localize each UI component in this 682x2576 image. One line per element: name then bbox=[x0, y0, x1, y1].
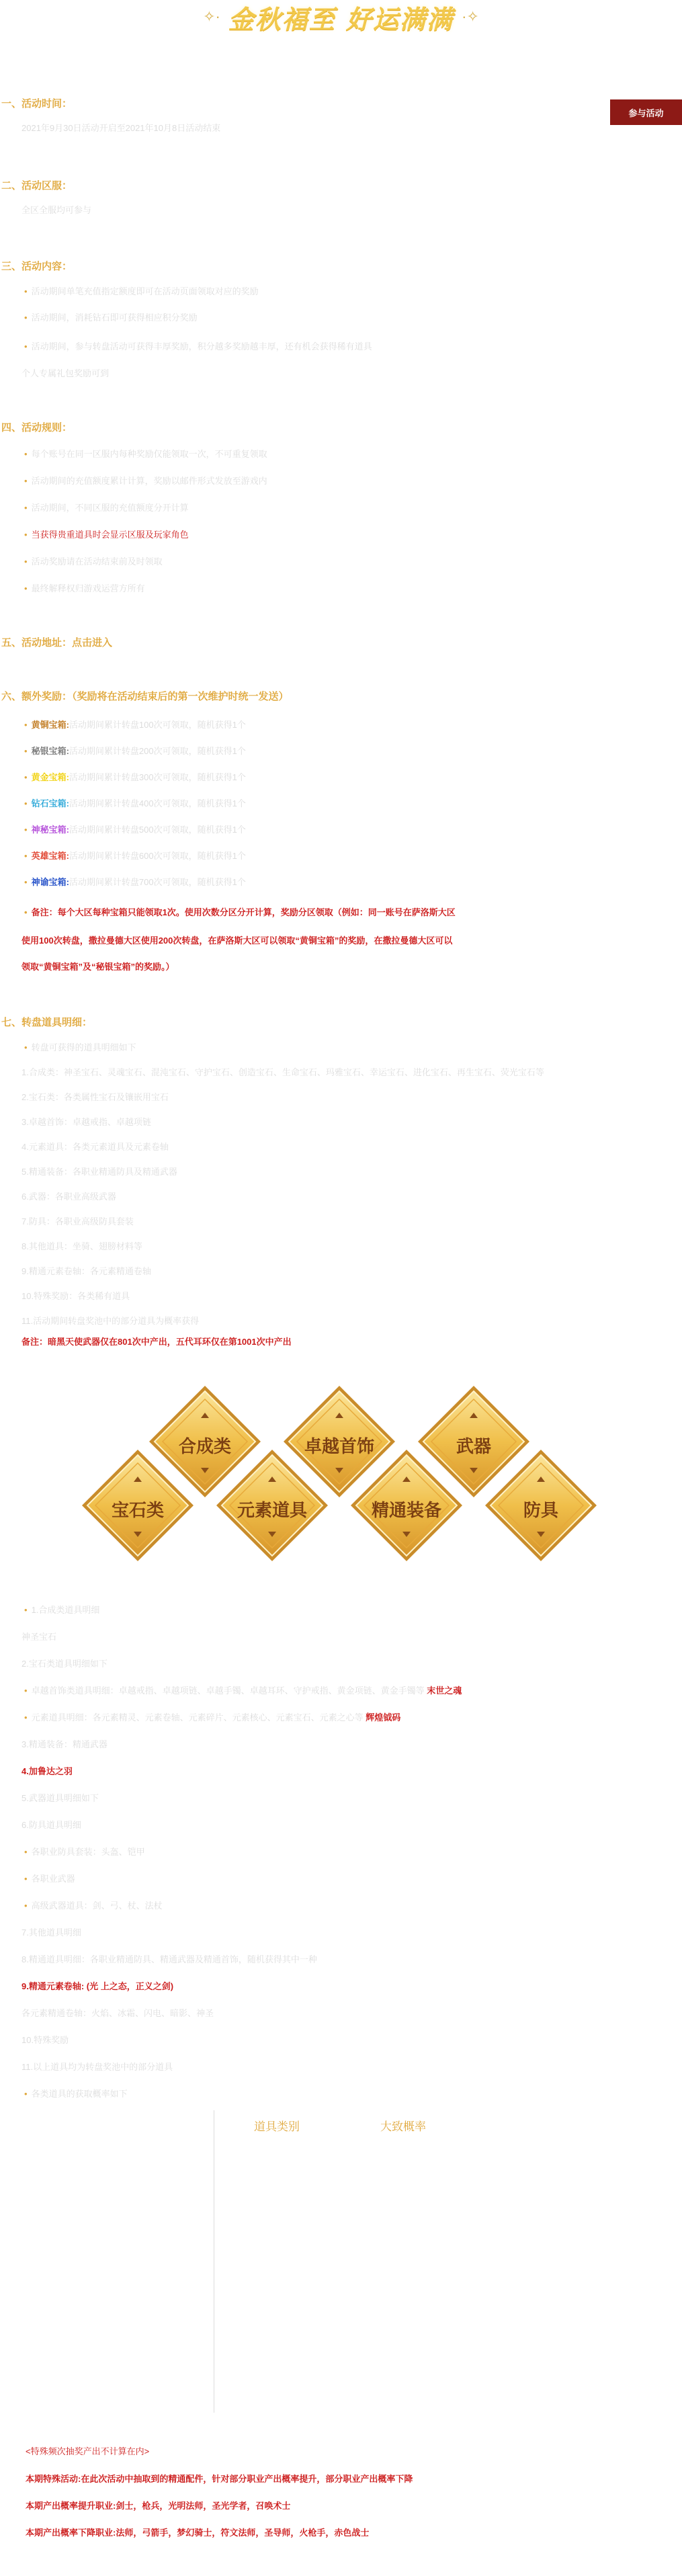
detail-line: 10.特殊奖励 bbox=[22, 2035, 69, 2045]
category-tile-label: 合成类 bbox=[178, 1436, 231, 1456]
detail-line: 2.宝石类道具明细如下 bbox=[22, 1659, 108, 1669]
category-tiles bbox=[74, 1384, 605, 1559]
detail-line: • 各职业武器 bbox=[24, 1874, 75, 1884]
wheel-detail-line: 8.其他道具：坐骑、翅膀材料等 bbox=[22, 1241, 142, 1251]
hero-title: 金秋福至 好运满满 bbox=[228, 3, 454, 34]
arrow-down-icon bbox=[268, 1532, 276, 1537]
rule-item: • 最终解释权归游戏运营方所有 bbox=[24, 583, 145, 593]
treasure-box-desc: 活动期间累计转盘200次可领取，随机获得1个 bbox=[69, 746, 246, 756]
treasure-box-name: 神谕宝箱: bbox=[31, 877, 69, 887]
table-header-probability: 大致概率 bbox=[380, 2120, 426, 2133]
join-activity-button[interactable]: 参与活动 bbox=[610, 99, 682, 125]
bonus-note-line2: 使用100次转盘，撒拉曼德大区使用200次转盘，在萨洛斯大区可以领取“黄铜宝箱”的奖励，在撒拉曼德大区可以 bbox=[22, 936, 453, 946]
bullet-icon: • bbox=[24, 746, 28, 756]
detail-line: • 卓越首饰类道具明细：卓越戒指、卓越项链、卓越手镯、卓越耳环、守护戒指、黄金项链、黄金手镯等 末世之魂 bbox=[24, 1686, 462, 1696]
detail-line: • 1.合成类道具明细 bbox=[24, 1605, 100, 1615]
detail-line: • 高级武器道具：剑、弓、杖、法杖 bbox=[24, 1901, 163, 1911]
arrow-down-icon bbox=[134, 1532, 142, 1537]
highlight-item: 末世之魂 bbox=[427, 1686, 462, 1696]
wheel-detail-line: 1.合成类：神圣宝石、灵魂宝石、混沌宝石、守护宝石、创造宝石、生命宝石、玛雅宝石、幸运宝石、进化宝石、再生宝石、荧光宝石等 bbox=[22, 1067, 544, 1077]
section-server-title: 二、活动区服： bbox=[1, 180, 73, 192]
treasure-box-name: 神秘宝箱: bbox=[31, 825, 69, 835]
detail-line: • 各类道具的获取概率如下 bbox=[24, 2089, 128, 2099]
section-server-text: 全区全服均可参与 bbox=[22, 205, 92, 215]
category-tile-label: 防具 bbox=[523, 1500, 558, 1520]
section-time-text: 2021年9月30日活动开启至2021年10月8日活动结束 bbox=[22, 123, 221, 133]
treasure-box-name: 英雄宝箱: bbox=[31, 851, 69, 861]
rule-item: • 每个账号在同一区服内每种奖励仅能领取一次，不可重复领取 bbox=[24, 449, 267, 459]
bullet-icon: • bbox=[24, 877, 28, 887]
bonus-note-line1: • 备注：每个大区每种宝箱只能领取1次。使用次数分区分开计算，奖励分区领取（例如：同一账号在萨洛斯大区 bbox=[24, 907, 456, 917]
arrow-down-icon bbox=[470, 1468, 478, 1473]
detail-line: 11.以上道具均为转盘奖池中的部分道具 bbox=[22, 2062, 173, 2072]
arrow-down-icon bbox=[335, 1468, 343, 1473]
category-tile[interactable] bbox=[81, 1448, 195, 1563]
arrow-up-icon bbox=[335, 1413, 343, 1418]
arrow-down-icon bbox=[201, 1468, 209, 1473]
wheel-detail-line: 5.精通装备：各职业精通防具及精通武器 bbox=[22, 1167, 177, 1177]
section-address: 五、活动地址：点击进入 bbox=[1, 637, 113, 649]
footer-line: <特殊频次抽奖产出不计算在内> bbox=[26, 2446, 150, 2456]
footer-line: 本期产出概率下降职业:法师，弓箭手，梦幻骑士，符文法师，圣导师，火枪手，赤色战士 bbox=[26, 2528, 370, 2538]
detail-line: • 元素道具明细：各元素精灵、元素卷轴、元素碎片、元素核心、元素宝石、元素之心等 辉煌钺码 bbox=[24, 1712, 401, 1722]
content-note: 个人专属礼包奖励可到 bbox=[22, 368, 110, 378]
treasure-box-name: 黄金宝箱: bbox=[31, 772, 69, 782]
wheel-detail-line: 4.元素道具：各类元素道具及元素卷轴 bbox=[22, 1142, 169, 1152]
detail-line: 神圣宝石 bbox=[22, 1632, 57, 1642]
treasure-box-row bbox=[24, 849, 246, 862]
hero-banner bbox=[0, 0, 682, 34]
wheel-detail-line bbox=[24, 1040, 136, 1053]
wheel-detail-text: 转盘可获得的道具明细如下 bbox=[31, 1042, 136, 1052]
footer-line: 本期产出概率提升职业:剑士，枪兵，光明法师，圣光学者，召唤术士 bbox=[26, 2501, 291, 2511]
arrow-down-icon bbox=[537, 1532, 545, 1537]
category-tile[interactable] bbox=[215, 1448, 329, 1563]
bullet-icon: • bbox=[24, 798, 28, 808]
wheel-detail-line: 11.活动期间转盘奖池中的部分道具为概率获得 bbox=[22, 1316, 200, 1326]
treasure-box-desc: 活动期间累计转盘100次可领取，随机获得1个 bbox=[69, 720, 246, 730]
detail-line: 8.精通道具明细：各职业精通防具、精通武器及精通首饰，随机获得其中一种 bbox=[22, 1954, 317, 1964]
arrow-up-icon bbox=[537, 1477, 545, 1482]
wheel-detail-line: 3.卓越首饰：卓越戒指、卓越项链 bbox=[22, 1117, 151, 1127]
rule-item: • 活动期间的充值额度累计计算，奖励以邮件形式发放至游戏内 bbox=[24, 476, 267, 486]
bullet-icon: • bbox=[24, 825, 28, 835]
arrow-up-icon bbox=[470, 1413, 478, 1418]
category-tile-label: 宝石类 bbox=[111, 1500, 164, 1520]
category-tile-label: 卓越首饰 bbox=[304, 1436, 374, 1456]
category-tile-label: 武器 bbox=[456, 1436, 491, 1456]
treasure-box-row bbox=[24, 796, 246, 809]
wheel-note: 备注：暗黑天使武器仅在801次中产出，五代耳环仅在第1001次中产出 bbox=[22, 1337, 292, 1347]
treasure-box-desc: 活动期间累计转盘300次可领取，随机获得1个 bbox=[69, 772, 246, 782]
content-item: • 活动期间单笔充值指定额度即可在活动页面领取对应的奖励 bbox=[24, 286, 259, 296]
category-tile-label: 精通装备 bbox=[371, 1500, 441, 1520]
footer-line: 本期特殊活动:在此次活动中抽取到的精通配件，针对部分职业产出概率提升，部分职业产出概率下降 bbox=[26, 2474, 413, 2484]
wheel-detail-line: 6.武器：各职业高级武器 bbox=[22, 1192, 116, 1202]
enter-link[interactable]: 点击进入 bbox=[72, 637, 113, 649]
treasure-box-row bbox=[24, 744, 246, 757]
treasure-box-desc: 活动期间累计转盘400次可领取，随机获得1个 bbox=[69, 798, 246, 808]
content-item: • 活动期间，消耗钻石即可获得相应积分奖励 bbox=[24, 313, 198, 323]
bullet-icon: • bbox=[24, 1042, 28, 1052]
rule-item: • 活动奖励请在活动结束前及时领取 bbox=[24, 556, 163, 567]
treasure-box-row bbox=[24, 718, 246, 731]
detail-line: 7.其他道具明细 bbox=[22, 1927, 81, 1938]
wheel-detail-line: 9.精通元素卷轴：各元素精通卷轴 bbox=[22, 1266, 151, 1276]
treasure-box-desc: 活动期间累计转盘700次可领取，随机获得1个 bbox=[69, 877, 246, 887]
wheel-detail-line: 7.防具：各职业高级防具套装 bbox=[22, 1216, 134, 1227]
treasure-box-name: 钻石宝箱: bbox=[31, 798, 69, 808]
treasure-box-row bbox=[24, 875, 246, 888]
detail-heading: 9.精通元素卷轴: (光 上之态，正义之剑) bbox=[22, 1981, 174, 1991]
arrow-up-icon bbox=[268, 1477, 276, 1482]
arrow-up-icon bbox=[134, 1477, 142, 1482]
wheel-detail-line: 2.宝石类：各类属性宝石及镶嵌用宝石 bbox=[22, 1092, 169, 1102]
treasure-box-name: 秘银宝箱: bbox=[31, 746, 69, 756]
detail-line: 3.精通装备：精通武器 bbox=[22, 1739, 108, 1749]
section-rules-title: 四、活动规则： bbox=[1, 422, 73, 433]
section-wheel-title: 七、转盘道具明细： bbox=[1, 1017, 93, 1028]
detail-line: • 各职业防具套装：头盔、铠甲 bbox=[24, 1847, 145, 1857]
detail-line: 5.武器道具明细如下 bbox=[22, 1793, 99, 1803]
treasure-box-row bbox=[24, 823, 246, 835]
category-tile[interactable] bbox=[349, 1448, 464, 1563]
bullet-icon: • bbox=[24, 720, 28, 730]
ornament-right-icon: ·✧ bbox=[462, 8, 479, 25]
treasure-box-row bbox=[24, 770, 246, 783]
table-header-category: 道具类别 bbox=[254, 2120, 300, 2133]
highlight-item: 辉煌钺码 bbox=[366, 1712, 401, 1722]
treasure-box-desc: 活动期间累计转盘500次可领取，随机获得1个 bbox=[69, 825, 246, 835]
treasure-box-name: 黄铜宝箱: bbox=[31, 720, 69, 730]
arrow-up-icon bbox=[402, 1477, 411, 1482]
section-content-title: 三、活动内容： bbox=[1, 261, 73, 272]
bullet-icon: • bbox=[24, 772, 28, 782]
detail-line: 各元素精通卷轴：火焰、冰霜、闪电、暗影、神圣 bbox=[22, 2008, 214, 2018]
rule-item: • 活动期间，不同区服的充值额度分开计算 bbox=[24, 503, 189, 513]
detail-line: 6.防具道具明细 bbox=[22, 1820, 81, 1830]
content-item: • 活动期间，参与转盘活动可获得丰厚奖励，积分越多奖励越丰厚，还有机会获得稀有道具 bbox=[24, 341, 372, 351]
category-tile[interactable] bbox=[484, 1448, 598, 1563]
bullet-icon: • bbox=[24, 851, 28, 861]
ornament-left-icon: ✧· bbox=[203, 8, 220, 25]
arrow-up-icon bbox=[201, 1413, 209, 1418]
bonus-note-line3: 领取“黄铜宝箱”及“秘银宝箱”的奖励。） bbox=[22, 962, 175, 972]
detail-heading: 4.加鲁达之羽 bbox=[22, 1766, 73, 1776]
category-tile-label: 元素道具 bbox=[237, 1500, 307, 1520]
arrow-down-icon bbox=[402, 1532, 411, 1537]
treasure-box-desc: 活动期间累计转盘600次可领取，随机获得1个 bbox=[69, 851, 246, 861]
section-time-title: 一、活动时间： bbox=[1, 98, 73, 110]
wheel-detail-line: 10.特殊奖励：各类稀有道具 bbox=[22, 1291, 130, 1301]
rule-item-red: • 当获得贵重道具时会显示区服及玩家角色 bbox=[24, 530, 189, 540]
section-bonus-title: 六、额外奖励：（奖励将在活动结束后的第一次维护时统一发送） bbox=[1, 691, 289, 702]
